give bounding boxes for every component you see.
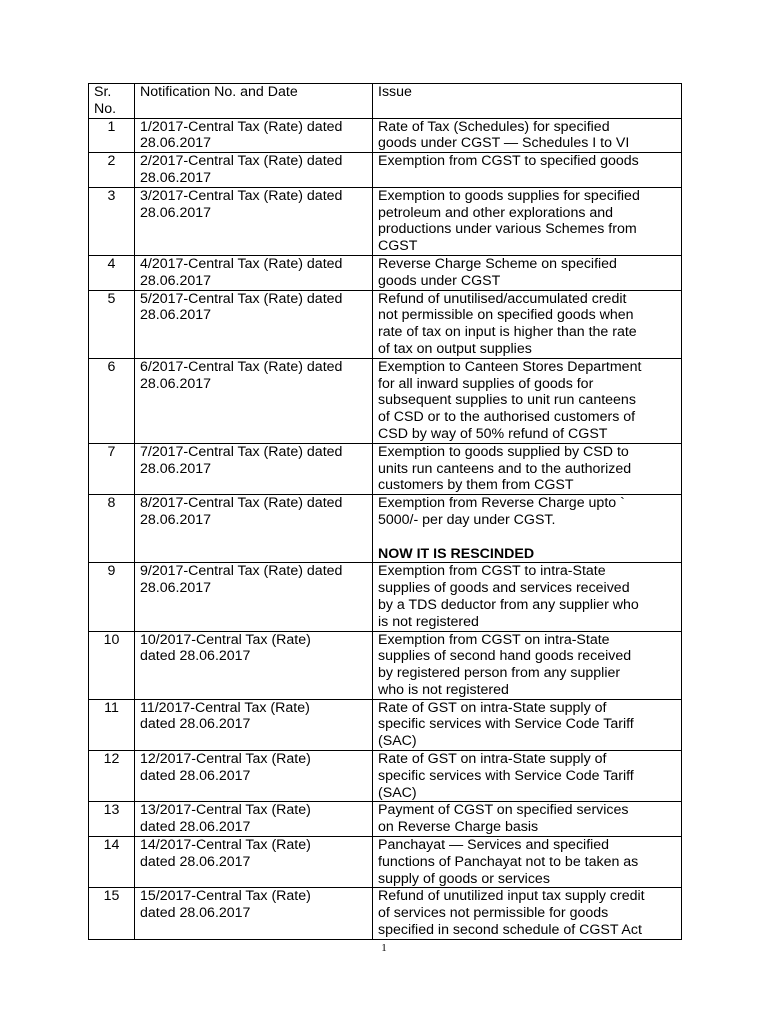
cell-sr-no: 10 [89,631,135,699]
cell-issue [373,153,682,188]
table-row [89,699,682,750]
cell-sr-no: 6 [89,358,135,443]
cell-issue [373,495,682,563]
cell-notification: 14/2017-Central Tax (Rate) dated 28.06.2017 [135,837,373,888]
cell-sr-no: 1 [89,118,135,153]
issue-text: Panchayat — Services and specified functions of Panchayat not to be taken as supply of goods or services [378,837,639,887]
cell-notification: 8/2017-Central Tax (Rate) dated 28.06.2017 [135,495,373,563]
table-row [89,187,682,255]
table-row [89,631,682,699]
issue-text: Rate of GST on intra-State supply of specific services with Service Code Tariff (SAC) [378,751,634,801]
cell-issue [373,255,682,290]
cell-issue [373,290,682,358]
issue-text: Exemption from Reverse Charge upto ` 5000/- per day under CGST. [378,495,625,528]
cell-sr-no: 13 [89,802,135,837]
issue-text: Exemption to Canteen Stores Department for all inward supplies of goods for subsequent supplies to unit run canteens of CSD or to the authorised customers of CSD by way of 50% refund of CGST [378,358,642,442]
rescinded-note: NOW IT IS RESCINDED [378,545,535,562]
cell-notification: 4/2017-Central Tax (Rate) dated 28.06.2017 [135,255,373,290]
cell-issue [373,888,682,939]
cell-sr-no: 9 [89,563,135,631]
cell-sr-no: 14 [89,837,135,888]
table-row [89,837,682,888]
cell-issue [373,631,682,699]
cell-notification: 1/2017-Central Tax (Rate) dated 28.06.2017 [135,118,373,153]
table-body [89,118,682,939]
table-row [89,290,682,358]
table-row [89,495,682,563]
cell-notification: 2/2017-Central Tax (Rate) dated 28.06.2017 [135,153,373,188]
cell-notification: 5/2017-Central Tax (Rate) dated 28.06.2017 [135,290,373,358]
cell-notification: 13/2017-Central Tax (Rate) dated 28.06.2017 [135,802,373,837]
cell-notification: 10/2017-Central Tax (Rate) dated 28.06.2017 [135,631,373,699]
cell-issue [373,443,682,494]
cell-sr-no: 7 [89,443,135,494]
cell-issue [373,358,682,443]
issue-text: Exemption to goods supplies for specified petroleum and other explorations and productions under various Schemes from CGST [378,187,640,255]
issue-text: Rate of Tax (Schedules) for specified goods under CGST — Schedules I to VI [378,118,630,152]
table-row [89,358,682,443]
cell-notification: 12/2017-Central Tax (Rate) dated 28.06.2017 [135,751,373,802]
issue-text: Refund of unutilised/accumulated credit not permissible on specified goods when rate of tax on input is higher than the rate of tax on output supplies [378,290,637,357]
cell-issue [373,563,682,631]
cell-sr-no: 5 [89,290,135,358]
cell-notification: 11/2017-Central Tax (Rate) dated 28.06.2017 [135,699,373,750]
cell-sr-no: 12 [89,751,135,802]
cell-issue [373,118,682,153]
cell-issue [373,802,682,837]
issue-text: Exemption from CGST on intra-State supplies of second hand goods received by registered person from any supplier who is not registered [378,631,632,698]
table-row [89,751,682,802]
issue-text: Refund of unutilized input tax supply credit of services not permissible for goods specified in second schedule of CGST Act [378,888,645,939]
issue-text: Exemption from CGST to specified goods [378,153,639,170]
cell-sr-no: 4 [89,255,135,290]
table-row [89,118,682,153]
table-row [89,888,682,939]
cell-notification: 7/2017-Central Tax (Rate) dated 28.06.2017 [135,443,373,494]
cell-notification: 6/2017-Central Tax (Rate) dated 28.06.2017 [135,358,373,443]
cell-issue [373,187,682,255]
issue-text: Rate of GST on intra-State supply of specific services with Service Code Tariff (SAC) [378,699,634,750]
cell-notification: 3/2017-Central Tax (Rate) dated 28.06.2017 [135,187,373,255]
notifications-table [88,83,682,940]
table-header-row [89,84,682,119]
cell-notification: 9/2017-Central Tax (Rate) dated 28.06.2017 [135,563,373,631]
issue-text: Reverse Charge Scheme on specified goods under CGST [378,255,617,289]
table-row [89,563,682,631]
cell-issue [373,699,682,750]
table-row [89,153,682,188]
cell-sr-no: 11 [89,699,135,750]
cell-issue [373,751,682,802]
cell-sr-no: 3 [89,187,135,255]
table-row [89,255,682,290]
header-issue: Issue [373,84,682,119]
cell-sr-no: 2 [89,153,135,188]
header-sr-no: Sr. No. [89,84,135,119]
issue-text: Exemption to goods supplied by CSD to units run canteens and to the authorized customers by them from CGST [378,443,632,494]
cell-issue [373,837,682,888]
table-row [89,802,682,837]
header-notification: Notification No. and Date [135,84,373,119]
issue-text: Payment of CGST on specified services on Reverse Charge basis [378,802,629,836]
cell-notification: 15/2017-Central Tax (Rate) dated 28.06.2017 [135,888,373,939]
page-number: 1 [381,942,387,954]
issue-text: Exemption from CGST to intra-State supplies of goods and services received by a TDS deductor from any supplier who is not registered [378,563,639,630]
cell-sr-no: 8 [89,495,135,563]
cell-sr-no: 15 [89,888,135,939]
table-row [89,443,682,494]
